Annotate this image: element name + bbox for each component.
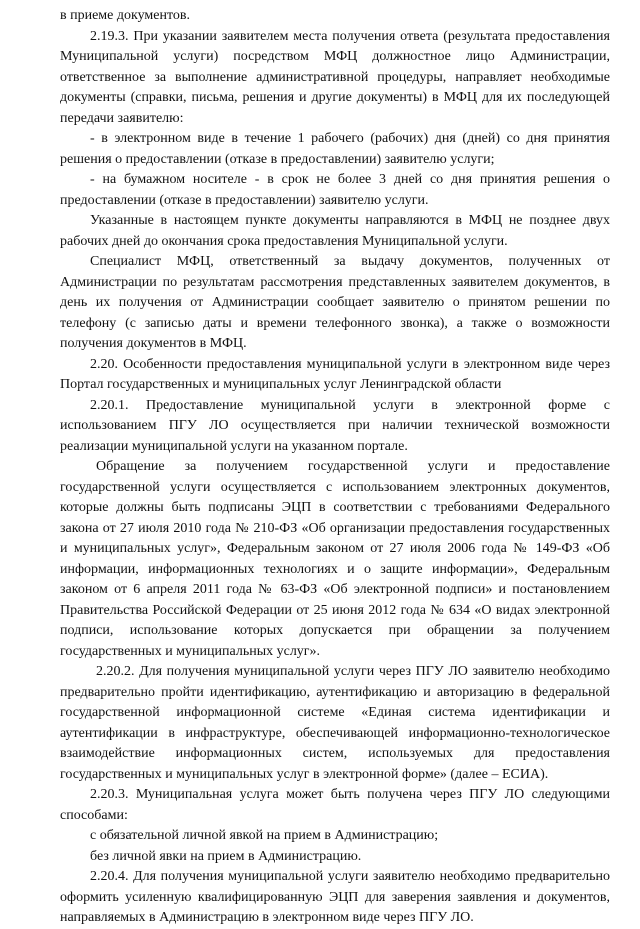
paragraph-mfc-specialist: Специалист МФЦ, ответственный за выдачу документов, полученных от Администрации по результатам рассмотрения представленных заявителем документов, в день их получения от Администрации сообщает заявителю о принятом решении по телефону (с записью даты и времени телефонного звонка), а также о возможности получения документов в МФЦ. <box>60 254 610 351</box>
paragraph-deadline: Указанные в настоящем пункте документы направляются в МФЦ не позднее двух рабочих дней до окончания срока предоставления Муниципальной услуги. <box>60 213 610 249</box>
list-item-without-visit: без личной явки на прием в Администрацию. <box>90 848 362 864</box>
list-item-with-visit: с обязательной личной явкой на прием в Администрацию; <box>90 828 439 843</box>
section-heading-2-20: 2.20. Особенности предоставления муниципальной услуги в электронном виде через Портал государственных и муниципальных услуг Ленинградской области <box>60 356 610 392</box>
paragraph-electronic-signature: Обращение за получением государственной услуги и предоставление государственной услуги осуществляется с использованием электронных документов, которые должны быть подписаны ЭЦП в соответствии с требованиями Федерального закона от 27 июля 2010 года № 210-ФЗ «Об организации предоставления государственных и муниципальных услуг», Федеральным законом от 27 июля 2006 года № 149-ФЗ «Об информации, информационных технологиях и о защите информации», Федеральным законом от 6 апреля 2011 года № 63-ФЗ «Об электронной подписи» и постановлением Правительства Российской Федерации от 25 июня 2012 года № 634 «О видах электронной подписи, использование которых допускается при обращении за получением государственных и муниципальных услуг». <box>60 459 610 659</box>
paragraph-continuation: в приеме документов. <box>60 8 191 23</box>
paragraph-2-20-4: 2.20.4. Для получения муниципальной услуги заявителю необходимо предварительно оформить усиленную квалифицированную ЭЦП для заверения заявления и документов, направляемых в Администрацию в электронном виде через ПГУ ЛО. <box>60 869 610 925</box>
paragraph-2-20-3: 2.20.3. Муниципальная услуга может быть получена через ПГУ ЛО следующими способами: <box>60 787 610 823</box>
paragraph-2-20-1: 2.20.1. Предоставление муниципальной услуги в электронной форме с использованием ПГУ ЛО осуществляется при наличии технической возможности реализации муниципальной услуги на указанном портале. <box>60 397 610 454</box>
paragraph-2-19-3: 2.19.3. При указании заявителем места получения ответа (результата предоставления Муниципальной услуги) посредством МФЦ должностное лицо Администрации, ответственное за выполнение административной процедуры, направляет необходимые документы (справки, письма, решения и другие документы) в МФЦ для их последующей передачи заявителю: <box>60 28 610 126</box>
list-item-paper: - на бумажном носителе - в срок не более 3 дней со дня принятия решения о предоставлении (отказе в предоставлении) заявителю услуги. <box>60 172 610 208</box>
list-item-electronic: - в электронном виде в течение 1 рабочего (рабочих) дня (дней) со дня принятия решения о предоставлении (отказе в предоставлении) заявителю услуги; <box>60 131 610 167</box>
paragraph-2-20-2: 2.20.2. Для получения муниципальной услуги через ПГУ ЛО заявителю необходимо предварительно пройти идентификацию, аутентификацию и авторизацию в федеральной государственной информационной системе «Единая система идентификации и аутентификации в инфраструктуре, обеспечивающей информационно-технологическое взаимодействие информационных систем, используемых для предоставления государственных и муниципальных услуг в электронной форме» (далее – ЕСИА). <box>60 664 610 782</box>
